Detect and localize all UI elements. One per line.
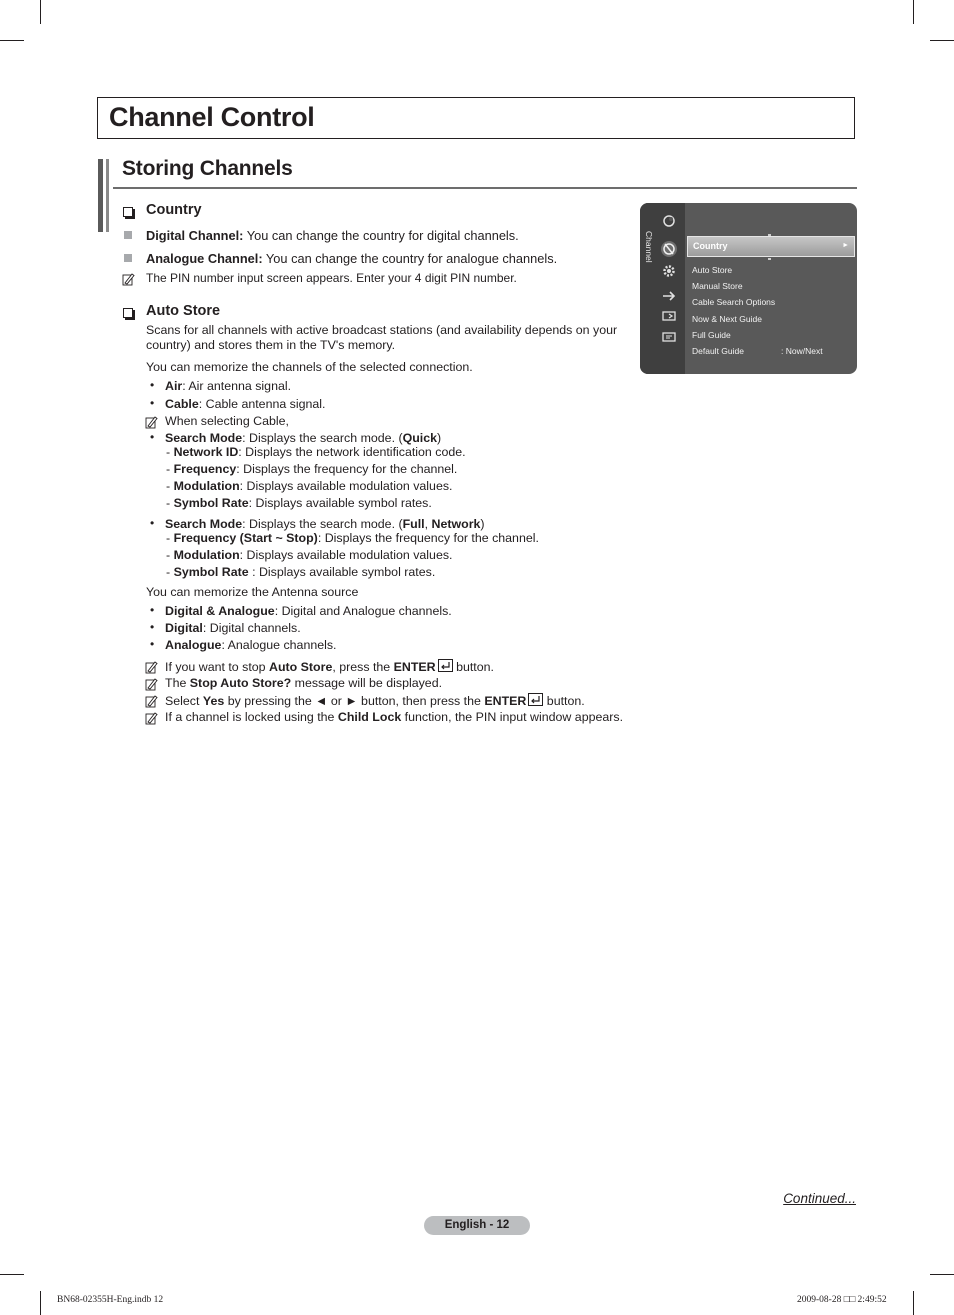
note-icon <box>145 661 158 674</box>
bullet-icon: • <box>150 516 155 530</box>
digital-channel-line: Digital Channel: You can change the country for digital channels. <box>146 228 519 243</box>
note-stop-message: The Stop Auto Store? message will be displayed. <box>165 676 443 690</box>
square-bullet-icon <box>124 231 132 239</box>
memorize-connection: You can memorize the channels of the selected connection. <box>146 360 473 374</box>
bullet-icon: • <box>150 637 155 651</box>
continued-label: Continued... <box>783 1191 856 1206</box>
input-icon <box>662 289 676 303</box>
note-select-yes: Select Yes by pressing the ◄ or ► button, then press the ENTER button. <box>165 694 585 708</box>
footer-timestamp: 2009-08-28 □□ 2:49:52 <box>797 1295 887 1305</box>
note-icon <box>145 678 158 691</box>
auto-store-desc-2: country) and stores them in the TV's memory. <box>146 338 396 352</box>
checkbox-icon <box>123 207 133 217</box>
tv-menu-screenshot <box>640 203 857 374</box>
section-title: Storing Channels <box>122 157 293 180</box>
crop-mark <box>930 1274 954 1275</box>
support-icon <box>662 330 676 344</box>
page-title-box <box>97 97 855 139</box>
memorize-antenna: You can memorize the Antenna source <box>146 585 359 599</box>
arrow-right-icon: ► <box>842 242 849 249</box>
bullet-icon: • <box>150 620 155 634</box>
bullet-icon: • <box>150 396 155 410</box>
application-icon <box>662 309 676 323</box>
footer-file-info: BN68-02355H-Eng.indb 12 <box>57 1295 164 1305</box>
crop-mark <box>0 1274 24 1275</box>
note-child-lock: If a channel is locked using the Child Lock function, the PIN input window appears. <box>165 710 624 724</box>
note-icon <box>145 712 158 725</box>
country-heading: Country <box>146 202 202 218</box>
full-symbol-rate: - Symbol Rate : Displays available symbol rates. <box>166 565 436 579</box>
tv-menu-item-value: : Now/Next <box>781 346 823 356</box>
auto-store-desc-1: Scans for all channels with active broadcast stations (and availability depends on your <box>146 323 618 337</box>
tv-menu-item: Auto Store <box>692 265 733 275</box>
note-stop-auto-store: If you want to stop Auto Store, press the ENTER button. <box>165 660 494 674</box>
crop-mark <box>40 0 41 24</box>
tv-menu-side-label: Channel <box>644 231 654 263</box>
crop-mark <box>40 1291 41 1315</box>
bullet-icon: • <box>150 430 155 444</box>
cable-note: When selecting Cable, <box>165 414 289 428</box>
analogue-channel-line: Analogue Channel: You can change the country for analogue channels. <box>146 251 558 266</box>
note-icon <box>145 695 158 708</box>
air-line: Air: Air antenna signal. <box>165 379 292 393</box>
bullet-icon: • <box>150 378 155 392</box>
section-rule <box>113 187 857 189</box>
section-bar <box>98 159 103 232</box>
crop-mark <box>913 1291 914 1315</box>
section-bar <box>106 159 109 232</box>
source-digital: Digital: Digital channels. <box>165 621 301 635</box>
search-mode-quick-line: Search Mode: Displays the search mode. (Quick) <box>165 431 442 445</box>
tv-menu-item: Now & Next Guide <box>692 314 762 324</box>
country-note: The PIN number input screen appears. Enter your 4 digit PIN number. <box>146 271 517 285</box>
tv-menu-item: Default Guide <box>692 346 744 356</box>
tv-menu-selected-label: Country <box>693 241 728 251</box>
channel-icon <box>660 240 678 258</box>
note-icon <box>122 273 135 286</box>
bullet-icon: • <box>150 603 155 617</box>
checkbox-icon <box>123 308 133 318</box>
note-icon <box>145 416 158 429</box>
full-frequency: - Frequency (Start ~ Stop): Displays the frequency for the channel. <box>166 531 539 545</box>
source-digital-analogue: Digital & Analogue: Digital and Analogue channels. <box>165 604 452 618</box>
crop-mark <box>930 40 954 41</box>
tv-menu-item: Full Guide <box>692 330 731 340</box>
setup-gear-icon <box>662 264 676 278</box>
quick-frequency: - Frequency: Displays the frequency for the channel. <box>166 462 458 476</box>
tv-menu-item: Manual Store <box>692 281 743 291</box>
crop-mark <box>913 0 914 24</box>
search-mode-full-line: Search Mode: Displays the search mode. (Full, Network) <box>165 517 485 531</box>
page-title: Channel Control <box>109 102 315 132</box>
tv-menu-selected-item <box>687 236 855 257</box>
auto-store-heading: Auto Store <box>146 303 221 319</box>
enter-icon <box>528 693 543 706</box>
enter-icon <box>438 659 453 672</box>
source-analogue: Analogue: Analogue channels. <box>165 638 337 652</box>
cable-line: Cable: Cable antenna signal. <box>165 397 326 411</box>
tv-menu-item: Cable Search Options <box>692 297 776 307</box>
quick-symbol-rate: - Symbol Rate: Displays available symbol rates. <box>166 496 432 510</box>
page-number-badge: English - 12 <box>424 1216 530 1235</box>
square-bullet-icon <box>124 254 132 262</box>
full-modulation: - Modulation: Displays available modulation values. <box>166 548 453 562</box>
crop-mark <box>0 40 24 41</box>
scroll-down-indicator <box>768 258 771 260</box>
picture-icon <box>662 214 676 228</box>
quick-network-id: - Network ID: Displays the network identification code. <box>166 445 466 459</box>
quick-modulation: - Modulation: Displays available modulation values. <box>166 479 453 493</box>
